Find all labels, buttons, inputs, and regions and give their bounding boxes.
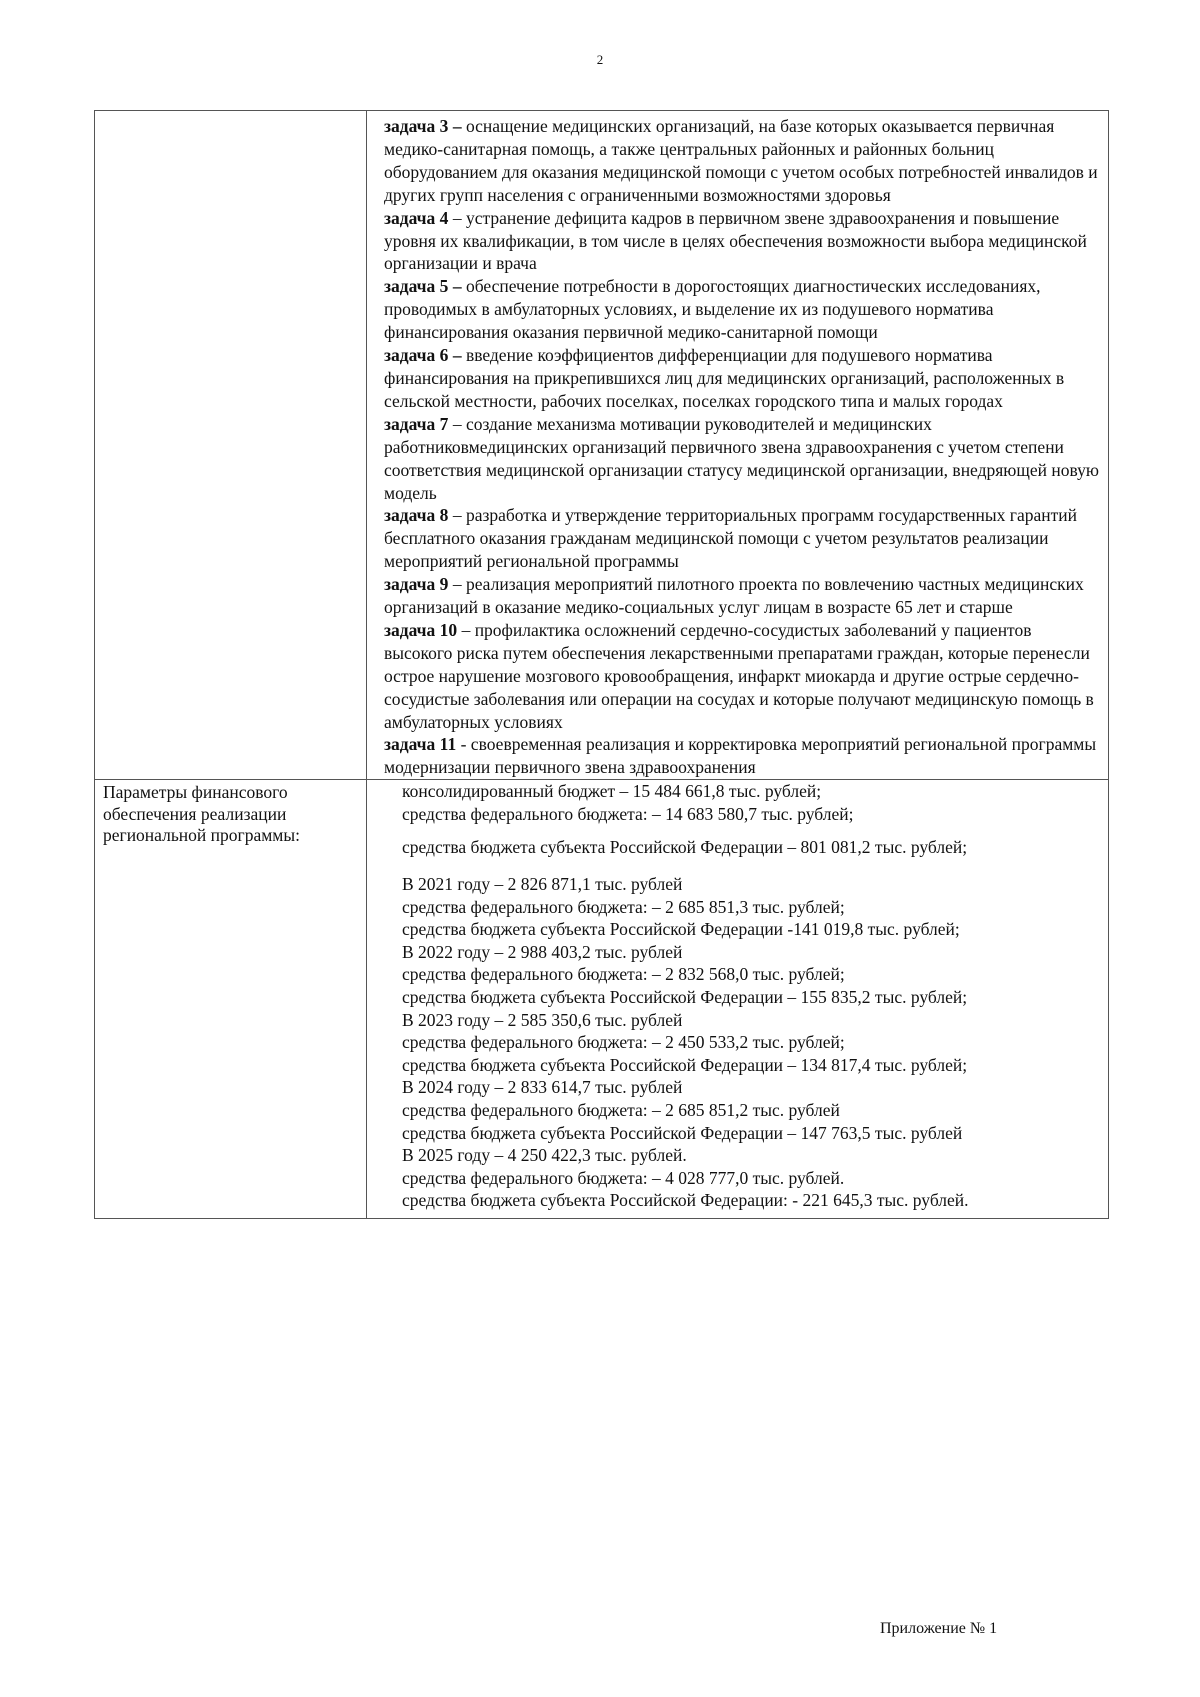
- task-item: [384, 413, 1100, 505]
- task-item: [384, 733, 1100, 779]
- task-separator: –: [448, 505, 466, 526]
- task-text: своевременная реализация и корректировка мероприятий региональной программы модернизации первичного звена здравоохранения: [384, 734, 1097, 778]
- task-label: задача 4: [384, 207, 449, 228]
- tasks-row: [95, 111, 1109, 780]
- subject-budget-total: средства бюджета субъекта Российской Федерации – 801 081,2 тыс. рублей;: [402, 837, 968, 858]
- task-separator: –: [448, 413, 466, 434]
- task-text: создание механизма мотивации руководителей и медицинских работниковмедицинских организаций первичного звена здравоохранения с учетом степени соответствия медицинской организации статусу медицинской организации, внедряющей новую модель: [384, 413, 1099, 503]
- year-subject: средства бюджета субъекта Российской Федерации: - 221 645,3 тыс. рублей.: [402, 1190, 969, 1211]
- finance-cell: [367, 780, 1109, 1219]
- year-total: В 2025 году – 4 250 422,3 тыс. рублей.: [402, 1145, 687, 1166]
- task-text: разработка и утверждение территориальных программ государственных гарантий бесплатного оказания гражданам медицинской помощи с учетом результатов реализации мероприятий региональной программы: [384, 505, 1078, 572]
- program-passport-table: [94, 110, 1109, 1219]
- year-federal: средства федерального бюджета: – 2 685 851,3 тыс. рублей;: [402, 896, 845, 917]
- tasks-label-cell: [95, 111, 367, 780]
- year-total: В 2022 году – 2 988 403,2 тыс. рублей: [402, 941, 683, 962]
- task-item: [384, 115, 1100, 207]
- task-item: [384, 573, 1100, 619]
- consolidated-budget: консолидированный бюджет – 15 484 661,8 тыс. рублей;: [402, 781, 822, 802]
- year-subject: средства бюджета субъекта Российской Федерации -141 019,8 тыс. рублей;: [402, 919, 960, 940]
- year-total: В 2023 году – 2 585 350,6 тыс. рублей: [402, 1009, 683, 1030]
- task-separator: -: [456, 734, 471, 755]
- year-subject: средства бюджета субъекта Российской Федерации – 155 835,2 тыс. рублей;: [402, 987, 968, 1008]
- year-federal: средства федерального бюджета: – 4 028 777,0 тыс. рублей.: [402, 1167, 845, 1188]
- tasks-cell: [367, 111, 1109, 780]
- federal-budget-total: средства федерального бюджета: – 14 683 580,7 тыс. рублей;: [402, 803, 854, 824]
- task-text: обеспечение потребности в дорогостоящих диагностических исследованиях, проводимых в амбулаторных условиях, и выделение их из подушевого норматива финансирования оказания первичной медико-санитарной помощи: [384, 276, 1041, 343]
- finance-label-cell: [95, 780, 367, 1219]
- year-subject: средства бюджета субъекта Российской Федерации – 134 817,4 тыс. рублей;: [402, 1054, 968, 1075]
- year-federal: средства федерального бюджета: – 2 832 568,0 тыс. рублей;: [402, 964, 845, 985]
- year-federal: средства федерального бюджета: – 2 685 851,2 тыс. рублей: [402, 1100, 840, 1120]
- task-text: профилактика осложнений сердечно-сосудистых заболеваний у пациентов высокого риска путем обеспечения лекарственными препаратами граждан, которые перенесли острое нарушение мозгового кровообращения, инфаркт миокарда и другие острые сердечно-сосудистые заболевания или операции на сосудах и которые получают медицинскую помощь в амбулаторных условиях: [384, 619, 1094, 732]
- task-item: [384, 275, 1100, 344]
- year-federal: средства федерального бюджета: – 2 450 533,2 тыс. рублей;: [402, 1032, 845, 1053]
- task-label: задача 11: [384, 734, 457, 755]
- task-label: задача 6: [384, 345, 449, 366]
- finance-label: Параметры финансового обеспечения реализации региональной программы:: [103, 782, 300, 846]
- task-item: [384, 207, 1100, 276]
- task-item: [384, 619, 1100, 734]
- task-label: задача 10: [384, 619, 458, 640]
- task-text: реализация мероприятий пилотного проекта по вовлечению частных медицинских организаций в оказание медико-социальных услуг лицам в возрасте 65 лет и старше: [384, 574, 1084, 618]
- year-total: В 2024 году – 2 833 614,7 тыс. рублей: [402, 1077, 683, 1098]
- finance-row: [95, 780, 1109, 1219]
- task-label: задача 3: [384, 116, 449, 136]
- task-item: [384, 344, 1100, 413]
- task-text: введение коэффициентов дифференциации для подушевого норматива финансирования на прикрепившихся лиц для медицинских организаций, расположенных в сельской местности, рабочих поселках, поселках городского типа и малых городах: [384, 345, 1065, 411]
- task-text: оснащение медицинских организаций, на базе которых оказывается первичная медико-санитарная помощь, а также центральных районных и районных больниц оборудованием для оказания медицинской помощи с учетом особых потребностей инвалидов и других групп населения с ограниченными возможностями здоровья: [384, 116, 1098, 205]
- task-item: [384, 504, 1100, 573]
- page-number: 2: [596, 52, 604, 67]
- task-label: задача 9: [384, 574, 449, 595]
- task-separator: –: [448, 574, 466, 595]
- task-separator: –: [448, 207, 466, 228]
- task-text: устранение дефицита кадров в первичном звене здравоохранения и повышение уровня их квалификации, в том числе в целях обеспечения возможности выбора медицинской организации и врача: [384, 207, 1087, 274]
- task-label: задача 8: [384, 505, 449, 526]
- task-separator: –: [457, 619, 475, 640]
- task-separator: –: [448, 276, 466, 297]
- task-separator: –: [448, 116, 466, 136]
- appendix-label: Приложение № 1: [880, 1620, 998, 1637]
- task-separator: –: [448, 345, 466, 366]
- year-subject: средства бюджета субъекта Российской Федерации – 147 763,5 тыс. рублей: [402, 1122, 963, 1143]
- task-label: задача 5: [384, 276, 449, 297]
- year-total: В 2021 году – 2 826 871,1 тыс. рублей: [402, 874, 683, 895]
- task-label: задача 7: [384, 413, 449, 434]
